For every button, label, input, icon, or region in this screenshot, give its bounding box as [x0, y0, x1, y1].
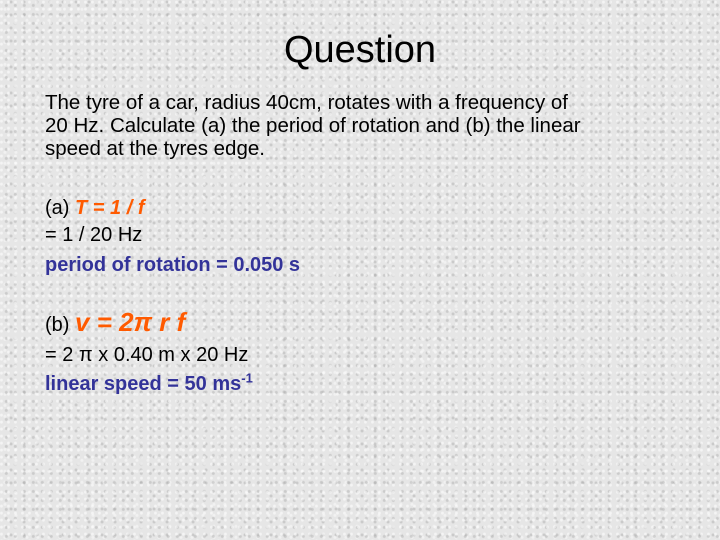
- part-b-prefix: (b): [45, 314, 70, 336]
- part-b-step: = 2 π x 0.40 m x 20 Hz: [45, 344, 249, 366]
- part-a-step: = 1 / 20 Hz: [45, 224, 143, 246]
- part-a-prefix: (a): [45, 197, 70, 219]
- part-b-answer-exponent: -1: [241, 370, 253, 386]
- part-a-formula: T = 1 / f: [75, 197, 145, 219]
- question-line-1: The tyre of a car, radius 40cm, rotates with a frequency of: [45, 91, 569, 114]
- question-line-3: speed at the tyres edge.: [45, 137, 265, 160]
- part-b-answer-text: linear speed = 50 ms: [45, 373, 242, 395]
- part-a-answer: period of rotation = 0.050 s: [45, 254, 301, 276]
- question-line-2: 20 Hz. Calculate (a) the period of rotation and (b) the linear: [45, 114, 581, 137]
- part-b-answer: [45, 372, 253, 396]
- part-b-formula-line: [45, 307, 186, 337]
- slide-title: Question: [283, 29, 437, 71]
- part-b-formula: v = 2π r f: [75, 307, 186, 337]
- part-a-formula-line: [45, 196, 144, 220]
